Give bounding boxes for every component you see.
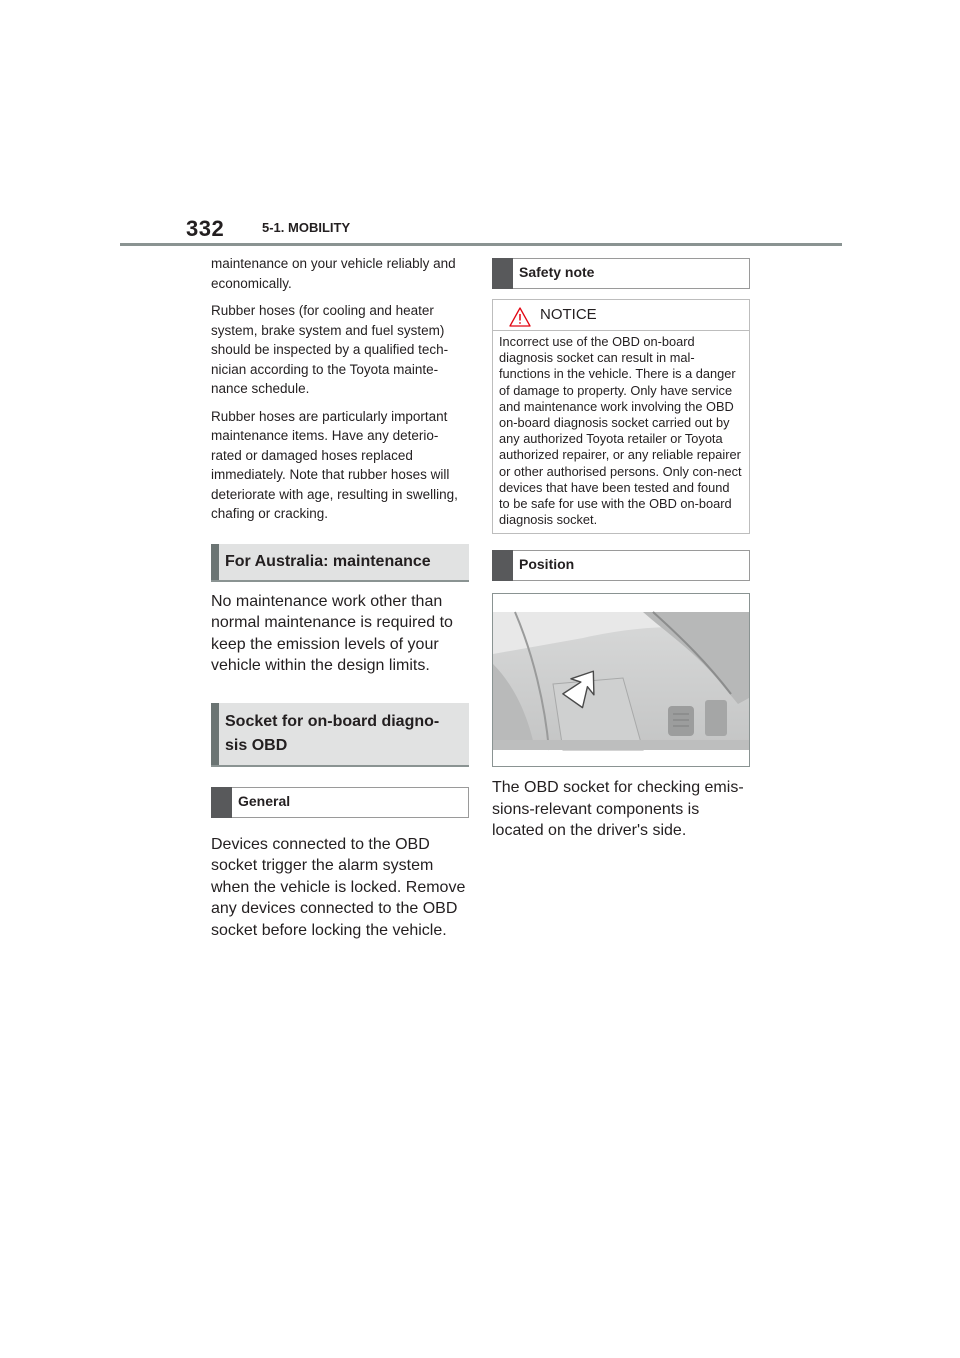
right-column (492, 258, 750, 842)
obd-position-illustration (492, 593, 750, 767)
notice-header (493, 300, 749, 331)
paragraph-general: Devices connected to the OBD socket trigger the alarm system when the vehicle is locked. Remove any devices connected to the OBD socket before locking the vehicle. (211, 835, 466, 939)
subheading-safety-note (492, 258, 750, 289)
paragraph-australia: No maintenance work other than normal maintenance is required to keep the emission levels of your vehicle within the design limits. (211, 592, 453, 674)
page-number: 332 (186, 216, 225, 241)
subheading-position-text: Position (519, 556, 575, 573)
warning-triangle-icon (509, 307, 531, 327)
subheading-general-text: General (238, 792, 291, 809)
heading-obd-text: Socket for on-board diagno-sis OBD (225, 712, 440, 754)
subheading-general (211, 787, 469, 818)
heading-australia-maintenance (211, 544, 469, 582)
paragraph-rubber-hoses-inspection: Rubber hoses (for cooling and heater system, brake system and fuel system) should be inspected by a qualified tech-nician according to the Toyota mainte-nance schedule. (211, 303, 449, 396)
subheading-position (492, 550, 750, 581)
notice-text: Incorrect use of the OBD on-board diagnosis socket can result in mal-functions in the vehicle. There is a danger of damage to property. Only have service and maintenance work involving the OBD on-board diagnosis socket carried out by any authorized Toyota retailer or Toyota authorized repairer, or any reliable repairer or other authorised persons. Only con-nect devices that have been tested and found to be safe for use with the OBD on-board diagnosis socket. (499, 334, 742, 528)
left-column (211, 254, 469, 941)
heading-obd-socket (211, 703, 469, 767)
heading-australia-text: For Australia: maintenance (225, 552, 431, 570)
paragraph-maintenance-reliably: maintenance on your vehicle reliably and economically. (211, 256, 456, 291)
section-title: 5-1. MOBILITY (262, 220, 351, 235)
notice-box (492, 299, 750, 534)
subheading-safety-text: Safety note (519, 264, 595, 280)
paragraph-position: The OBD socket for checking emis-sions-relevant components is located on the driver's side. (492, 779, 744, 840)
vehicle-interior-image (493, 594, 749, 766)
notice-title: NOTICE (540, 306, 597, 323)
header-rule (120, 243, 842, 246)
paragraph-rubber-hoses-important: Rubber hoses are particularly important maintenance items. Have any deterio-rated or damaged hoses replaced immediately. Note that rubber hoses will deteriorate with age, resulting in swelling, chafing or cracking. (211, 408, 458, 521)
